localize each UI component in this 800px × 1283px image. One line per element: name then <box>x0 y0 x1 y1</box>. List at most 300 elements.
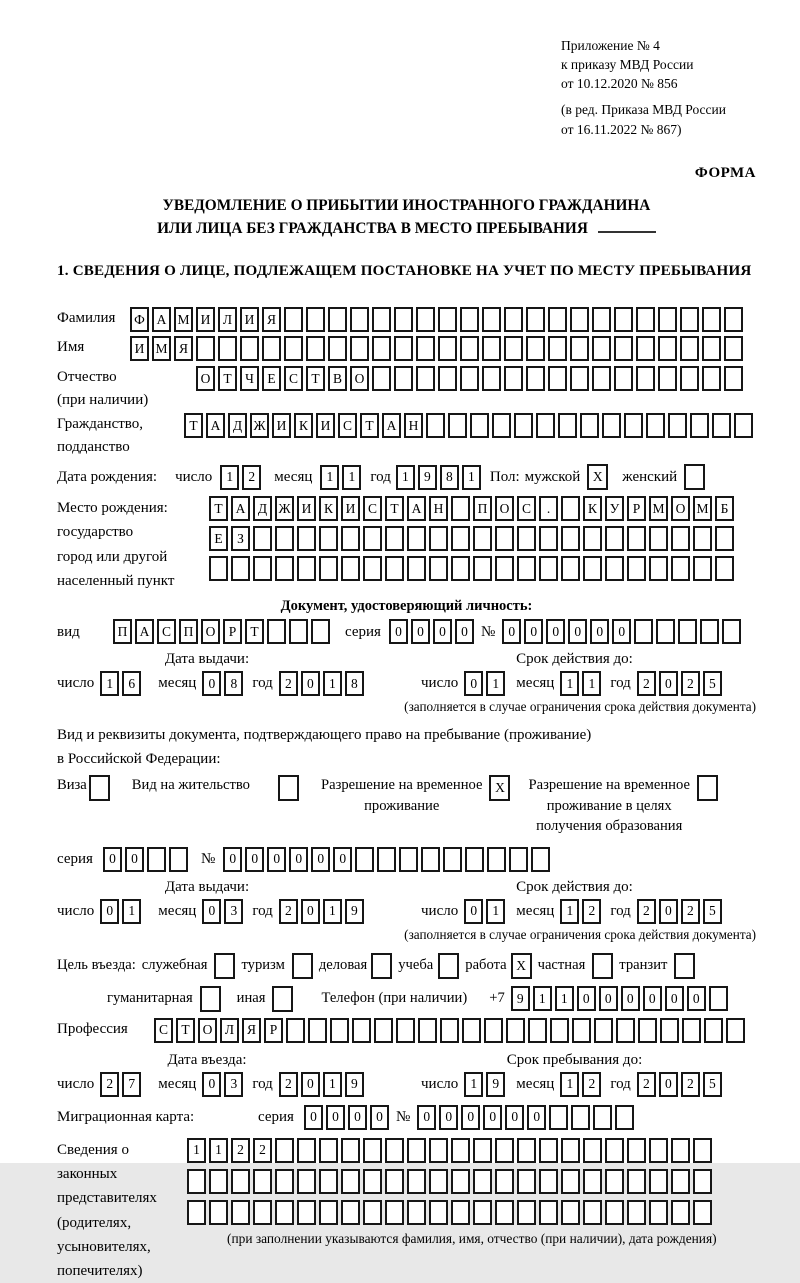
char-box[interactable]: С <box>284 366 303 391</box>
char-box[interactable] <box>487 847 506 872</box>
char-box[interactable]: С <box>157 619 176 644</box>
char-box[interactable]: 2 <box>279 671 298 696</box>
stay-month-boxes[interactable] <box>560 1072 604 1097</box>
char-box[interactable] <box>407 1138 426 1163</box>
char-box[interactable]: 0 <box>439 1105 458 1130</box>
char-box[interactable] <box>385 1138 404 1163</box>
char-box[interactable] <box>561 526 580 551</box>
char-box[interactable] <box>297 1200 316 1225</box>
char-box[interactable]: И <box>297 496 316 521</box>
char-box[interactable] <box>504 366 523 391</box>
char-box[interactable] <box>680 307 699 332</box>
char-box[interactable] <box>416 366 435 391</box>
char-box[interactable] <box>693 556 712 581</box>
char-box[interactable]: О <box>350 366 369 391</box>
char-box[interactable] <box>605 1138 624 1163</box>
char-box[interactable] <box>724 336 743 361</box>
char-box[interactable] <box>328 307 347 332</box>
char-box[interactable] <box>253 556 272 581</box>
char-box[interactable]: 9 <box>418 465 437 490</box>
char-box[interactable] <box>724 307 743 332</box>
char-box[interactable]: 6 <box>122 671 141 696</box>
doc-valid-year-boxes[interactable] <box>637 671 725 696</box>
char-box[interactable] <box>517 1138 536 1163</box>
char-box[interactable] <box>352 1018 371 1043</box>
char-box[interactable]: 0 <box>502 619 521 644</box>
char-box[interactable]: 9 <box>511 986 530 1011</box>
birth-day-boxes[interactable] <box>220 465 264 490</box>
entry-year-boxes[interactable] <box>279 1072 367 1097</box>
char-box[interactable]: 0 <box>223 847 242 872</box>
char-box[interactable] <box>306 307 325 332</box>
char-box[interactable] <box>561 1169 580 1194</box>
char-box[interactable] <box>319 1200 338 1225</box>
char-box[interactable]: М <box>693 496 712 521</box>
char-box[interactable] <box>646 413 665 438</box>
char-box[interactable] <box>319 1138 338 1163</box>
char-box[interactable] <box>614 336 633 361</box>
char-box[interactable]: 0 <box>464 671 483 696</box>
char-box[interactable]: Н <box>429 496 448 521</box>
char-box[interactable] <box>451 526 470 551</box>
char-box[interactable]: А <box>231 496 250 521</box>
char-box[interactable] <box>484 1018 503 1043</box>
char-box[interactable] <box>231 1200 250 1225</box>
char-box[interactable] <box>602 413 621 438</box>
char-box[interactable]: Т <box>360 413 379 438</box>
char-box[interactable]: 1 <box>396 465 415 490</box>
migration-series-boxes[interactable] <box>304 1105 392 1130</box>
char-box[interactable]: И <box>272 413 291 438</box>
edu-permit-checkbox[interactable] <box>697 775 718 801</box>
char-box[interactable]: О <box>198 1018 217 1043</box>
char-box[interactable]: 0 <box>527 1105 546 1130</box>
char-box[interactable] <box>668 413 687 438</box>
char-box[interactable] <box>517 556 536 581</box>
char-box[interactable]: 2 <box>100 1072 119 1097</box>
char-box[interactable]: Ж <box>275 496 294 521</box>
char-box[interactable]: 2 <box>279 899 298 924</box>
char-box[interactable]: И <box>196 307 215 332</box>
char-box[interactable] <box>638 1018 657 1043</box>
char-box[interactable] <box>462 1018 481 1043</box>
char-box[interactable] <box>536 413 555 438</box>
char-box[interactable]: Т <box>184 413 203 438</box>
char-box[interactable]: Л <box>220 1018 239 1043</box>
rvp-issue-month-boxes[interactable] <box>202 899 246 924</box>
char-box[interactable]: 0 <box>621 986 640 1011</box>
char-box[interactable] <box>495 1200 514 1225</box>
char-box[interactable] <box>363 1200 382 1225</box>
birth-year-boxes[interactable] <box>396 465 484 490</box>
char-box[interactable] <box>561 1138 580 1163</box>
char-box[interactable]: 0 <box>461 1105 480 1130</box>
char-box[interactable]: 1 <box>320 465 339 490</box>
rvp-valid-month-boxes[interactable] <box>560 899 604 924</box>
birthplace-row1-boxes[interactable] <box>209 496 737 521</box>
char-box[interactable]: А <box>407 496 426 521</box>
visa-checkbox[interactable] <box>89 775 110 801</box>
char-box[interactable]: М <box>152 336 171 361</box>
char-box[interactable] <box>418 1018 437 1043</box>
char-box[interactable]: 1 <box>323 899 342 924</box>
char-box[interactable] <box>438 366 457 391</box>
purpose-study-checkbox[interactable] <box>438 953 459 979</box>
char-box[interactable]: 2 <box>681 671 700 696</box>
char-box[interactable] <box>451 496 470 521</box>
char-box[interactable] <box>209 1169 228 1194</box>
char-box[interactable]: Т <box>385 496 404 521</box>
char-box[interactable] <box>330 1018 349 1043</box>
char-box[interactable]: А <box>206 413 225 438</box>
char-box[interactable]: О <box>671 496 690 521</box>
char-box[interactable] <box>702 366 721 391</box>
char-box[interactable]: Е <box>209 526 228 551</box>
char-box[interactable] <box>218 336 237 361</box>
char-box[interactable]: 0 <box>202 671 221 696</box>
char-box[interactable] <box>429 556 448 581</box>
char-box[interactable] <box>438 307 457 332</box>
char-box[interactable] <box>394 307 413 332</box>
char-box[interactable] <box>656 619 675 644</box>
char-box[interactable] <box>504 336 523 361</box>
char-box[interactable] <box>363 556 382 581</box>
stay-year-boxes[interactable] <box>637 1072 725 1097</box>
migration-number-boxes[interactable] <box>417 1105 637 1130</box>
char-box[interactable] <box>451 556 470 581</box>
char-box[interactable]: 0 <box>411 619 430 644</box>
char-box[interactable]: П <box>113 619 132 644</box>
char-box[interactable]: 2 <box>681 1072 700 1097</box>
char-box[interactable] <box>319 556 338 581</box>
char-box[interactable] <box>473 556 492 581</box>
char-box[interactable] <box>429 1138 448 1163</box>
char-box[interactable] <box>341 1169 360 1194</box>
char-box[interactable] <box>627 556 646 581</box>
char-box[interactable] <box>286 1018 305 1043</box>
char-box[interactable] <box>649 526 668 551</box>
char-box[interactable]: И <box>341 496 360 521</box>
char-box[interactable]: 0 <box>326 1105 345 1130</box>
char-box[interactable] <box>671 556 690 581</box>
char-box[interactable]: 0 <box>301 671 320 696</box>
representatives-row3-boxes[interactable] <box>187 1200 756 1225</box>
char-box[interactable] <box>426 413 445 438</box>
char-box[interactable] <box>275 526 294 551</box>
char-box[interactable] <box>722 619 741 644</box>
char-box[interactable]: 5 <box>703 899 722 924</box>
char-box[interactable] <box>473 1200 492 1225</box>
char-box[interactable] <box>680 366 699 391</box>
char-box[interactable] <box>715 556 734 581</box>
rvp-issue-year-boxes[interactable] <box>279 899 367 924</box>
char-box[interactable] <box>407 1200 426 1225</box>
char-box[interactable] <box>726 1018 745 1043</box>
char-box[interactable]: С <box>338 413 357 438</box>
char-box[interactable] <box>649 1138 668 1163</box>
char-box[interactable]: 1 <box>323 1072 342 1097</box>
char-box[interactable] <box>704 1018 723 1043</box>
char-box[interactable]: Д <box>228 413 247 438</box>
char-box[interactable] <box>583 1138 602 1163</box>
doc-number-boxes[interactable] <box>502 619 744 644</box>
doc-issue-year-boxes[interactable] <box>279 671 367 696</box>
char-box[interactable]: Л <box>218 307 237 332</box>
char-box[interactable]: 0 <box>643 986 662 1011</box>
char-box[interactable] <box>570 307 589 332</box>
char-box[interactable]: А <box>135 619 154 644</box>
purpose-tourism-checkbox[interactable] <box>292 953 313 979</box>
char-box[interactable]: 0 <box>590 619 609 644</box>
char-box[interactable] <box>196 336 215 361</box>
patronymic-boxes[interactable] <box>196 366 746 391</box>
char-box[interactable]: 1 <box>555 986 574 1011</box>
char-box[interactable]: Я <box>262 307 281 332</box>
char-box[interactable] <box>605 1169 624 1194</box>
char-box[interactable] <box>482 336 501 361</box>
char-box[interactable]: 0 <box>599 986 618 1011</box>
char-box[interactable] <box>319 526 338 551</box>
char-box[interactable] <box>539 526 558 551</box>
purpose-humanitarian-checkbox[interactable] <box>200 986 221 1012</box>
char-box[interactable] <box>594 1018 613 1043</box>
char-box[interactable] <box>517 526 536 551</box>
char-box[interactable]: Я <box>174 336 193 361</box>
char-box[interactable] <box>671 1200 690 1225</box>
char-box[interactable] <box>443 847 462 872</box>
sex-male-checkbox[interactable]: X <box>587 464 608 490</box>
char-box[interactable] <box>561 1200 580 1225</box>
char-box[interactable] <box>709 986 728 1011</box>
char-box[interactable] <box>421 847 440 872</box>
char-box[interactable] <box>624 413 643 438</box>
char-box[interactable] <box>570 336 589 361</box>
char-box[interactable] <box>614 307 633 332</box>
char-box[interactable] <box>399 847 418 872</box>
char-box[interactable] <box>240 336 259 361</box>
char-box[interactable]: 1 <box>342 465 361 490</box>
char-box[interactable]: У <box>605 496 624 521</box>
char-box[interactable]: 1 <box>486 671 505 696</box>
char-box[interactable] <box>658 366 677 391</box>
char-box[interactable] <box>680 336 699 361</box>
char-box[interactable]: 0 <box>546 619 565 644</box>
char-box[interactable]: 0 <box>433 619 452 644</box>
char-box[interactable] <box>531 847 550 872</box>
purpose-private-checkbox[interactable] <box>592 953 613 979</box>
doc-type-boxes[interactable] <box>113 619 333 644</box>
char-box[interactable]: С <box>363 496 382 521</box>
char-box[interactable] <box>385 556 404 581</box>
purpose-transit-checkbox[interactable] <box>674 953 695 979</box>
char-box[interactable] <box>712 413 731 438</box>
char-box[interactable]: 9 <box>345 899 364 924</box>
char-box[interactable] <box>517 1200 536 1225</box>
char-box[interactable]: 2 <box>582 1072 601 1097</box>
char-box[interactable]: 0 <box>417 1105 436 1130</box>
char-box[interactable]: 2 <box>279 1072 298 1097</box>
char-box[interactable]: 1 <box>209 1138 228 1163</box>
char-box[interactable]: О <box>495 496 514 521</box>
char-box[interactable] <box>363 526 382 551</box>
char-box[interactable] <box>275 556 294 581</box>
char-box[interactable] <box>690 413 709 438</box>
char-box[interactable] <box>583 556 602 581</box>
char-box[interactable]: 0 <box>245 847 264 872</box>
char-box[interactable]: 2 <box>637 899 656 924</box>
char-box[interactable] <box>429 1200 448 1225</box>
char-box[interactable]: 0 <box>301 1072 320 1097</box>
char-box[interactable] <box>253 1169 272 1194</box>
rvp-valid-year-boxes[interactable] <box>637 899 725 924</box>
char-box[interactable]: Т <box>306 366 325 391</box>
char-box[interactable] <box>605 1200 624 1225</box>
char-box[interactable] <box>495 1169 514 1194</box>
char-box[interactable] <box>341 526 360 551</box>
char-box[interactable] <box>284 307 303 332</box>
purpose-work-checkbox[interactable]: X <box>511 953 532 979</box>
char-box[interactable]: О <box>201 619 220 644</box>
char-box[interactable] <box>460 307 479 332</box>
char-box[interactable]: 5 <box>703 671 722 696</box>
char-box[interactable] <box>438 336 457 361</box>
char-box[interactable] <box>460 366 479 391</box>
char-box[interactable] <box>187 1200 206 1225</box>
entry-day-boxes[interactable] <box>100 1072 144 1097</box>
char-box[interactable]: И <box>316 413 335 438</box>
char-box[interactable]: 1 <box>486 899 505 924</box>
residence-permit-checkbox[interactable] <box>278 775 299 801</box>
char-box[interactable] <box>262 336 281 361</box>
rvp-valid-day-boxes[interactable] <box>464 899 508 924</box>
char-box[interactable]: 0 <box>659 899 678 924</box>
char-box[interactable]: Ж <box>250 413 269 438</box>
char-box[interactable]: 3 <box>224 899 243 924</box>
char-box[interactable] <box>363 1138 382 1163</box>
char-box[interactable] <box>580 413 599 438</box>
char-box[interactable]: В <box>328 366 347 391</box>
char-box[interactable] <box>627 1169 646 1194</box>
char-box[interactable]: З <box>231 526 250 551</box>
char-box[interactable]: 1 <box>100 671 119 696</box>
char-box[interactable]: С <box>517 496 536 521</box>
char-box[interactable]: М <box>174 307 193 332</box>
birthplace-row2-boxes[interactable] <box>209 526 737 551</box>
char-box[interactable] <box>572 1018 591 1043</box>
char-box[interactable]: 0 <box>301 899 320 924</box>
char-box[interactable] <box>693 1138 712 1163</box>
char-box[interactable] <box>715 526 734 551</box>
char-box[interactable]: О <box>196 366 215 391</box>
char-box[interactable]: 2 <box>253 1138 272 1163</box>
char-box[interactable]: 0 <box>464 899 483 924</box>
char-box[interactable] <box>549 1105 568 1130</box>
char-box[interactable] <box>605 526 624 551</box>
char-box[interactable]: Р <box>264 1018 283 1043</box>
char-box[interactable] <box>355 847 374 872</box>
char-box[interactable] <box>614 366 633 391</box>
char-box[interactable] <box>416 307 435 332</box>
char-box[interactable] <box>570 366 589 391</box>
purpose-commercial-checkbox[interactable] <box>371 953 392 979</box>
char-box[interactable]: 1 <box>220 465 239 490</box>
char-box[interactable] <box>548 307 567 332</box>
char-box[interactable] <box>297 1138 316 1163</box>
char-box[interactable] <box>558 413 577 438</box>
char-box[interactable]: Ч <box>240 366 259 391</box>
char-box[interactable] <box>396 1018 415 1043</box>
char-box[interactable] <box>372 336 391 361</box>
char-box[interactable] <box>506 1018 525 1043</box>
char-box[interactable] <box>627 1138 646 1163</box>
char-box[interactable] <box>440 1018 459 1043</box>
rvp-issue-day-boxes[interactable] <box>100 899 144 924</box>
char-box[interactable] <box>492 413 511 438</box>
char-box[interactable]: 0 <box>524 619 543 644</box>
char-box[interactable] <box>627 526 646 551</box>
char-box[interactable] <box>678 619 697 644</box>
char-box[interactable] <box>187 1169 206 1194</box>
char-box[interactable] <box>539 1200 558 1225</box>
char-box[interactable]: 0 <box>103 847 122 872</box>
char-box[interactable] <box>284 336 303 361</box>
char-box[interactable] <box>341 1200 360 1225</box>
char-box[interactable] <box>517 1169 536 1194</box>
char-box[interactable]: К <box>319 496 338 521</box>
char-box[interactable]: 7 <box>122 1072 141 1097</box>
char-box[interactable]: 0 <box>659 1072 678 1097</box>
char-box[interactable]: П <box>473 496 492 521</box>
char-box[interactable]: Н <box>404 413 423 438</box>
char-box[interactable] <box>649 556 668 581</box>
char-box[interactable] <box>394 336 413 361</box>
char-box[interactable] <box>416 336 435 361</box>
char-box[interactable]: Т <box>218 366 237 391</box>
char-box[interactable] <box>460 336 479 361</box>
char-box[interactable] <box>514 413 533 438</box>
char-box[interactable]: 0 <box>100 899 119 924</box>
char-box[interactable]: 1 <box>533 986 552 1011</box>
char-box[interactable]: 0 <box>125 847 144 872</box>
char-box[interactable]: 0 <box>659 671 678 696</box>
char-box[interactable] <box>275 1138 294 1163</box>
char-box[interactable]: 2 <box>582 899 601 924</box>
char-box[interactable] <box>702 307 721 332</box>
char-box[interactable] <box>231 556 250 581</box>
char-box[interactable]: 0 <box>568 619 587 644</box>
char-box[interactable]: 1 <box>122 899 141 924</box>
doc-valid-month-boxes[interactable] <box>560 671 604 696</box>
char-box[interactable]: 0 <box>389 619 408 644</box>
char-box[interactable] <box>495 526 514 551</box>
citizenship-boxes[interactable] <box>184 413 756 438</box>
char-box[interactable]: П <box>179 619 198 644</box>
char-box[interactable]: 0 <box>202 1072 221 1097</box>
char-box[interactable]: 5 <box>703 1072 722 1097</box>
representatives-row1-boxes[interactable] <box>187 1138 756 1163</box>
char-box[interactable]: А <box>152 307 171 332</box>
char-box[interactable]: 1 <box>462 465 481 490</box>
char-box[interactable] <box>253 526 272 551</box>
char-box[interactable] <box>374 1018 393 1043</box>
representatives-row2-boxes[interactable] <box>187 1169 756 1194</box>
sex-female-checkbox[interactable] <box>684 464 705 490</box>
char-box[interactable]: И <box>240 307 259 332</box>
surname-boxes[interactable] <box>130 307 746 332</box>
rvp-number-boxes[interactable] <box>223 847 553 872</box>
char-box[interactable] <box>592 307 611 332</box>
char-box[interactable] <box>308 1018 327 1043</box>
